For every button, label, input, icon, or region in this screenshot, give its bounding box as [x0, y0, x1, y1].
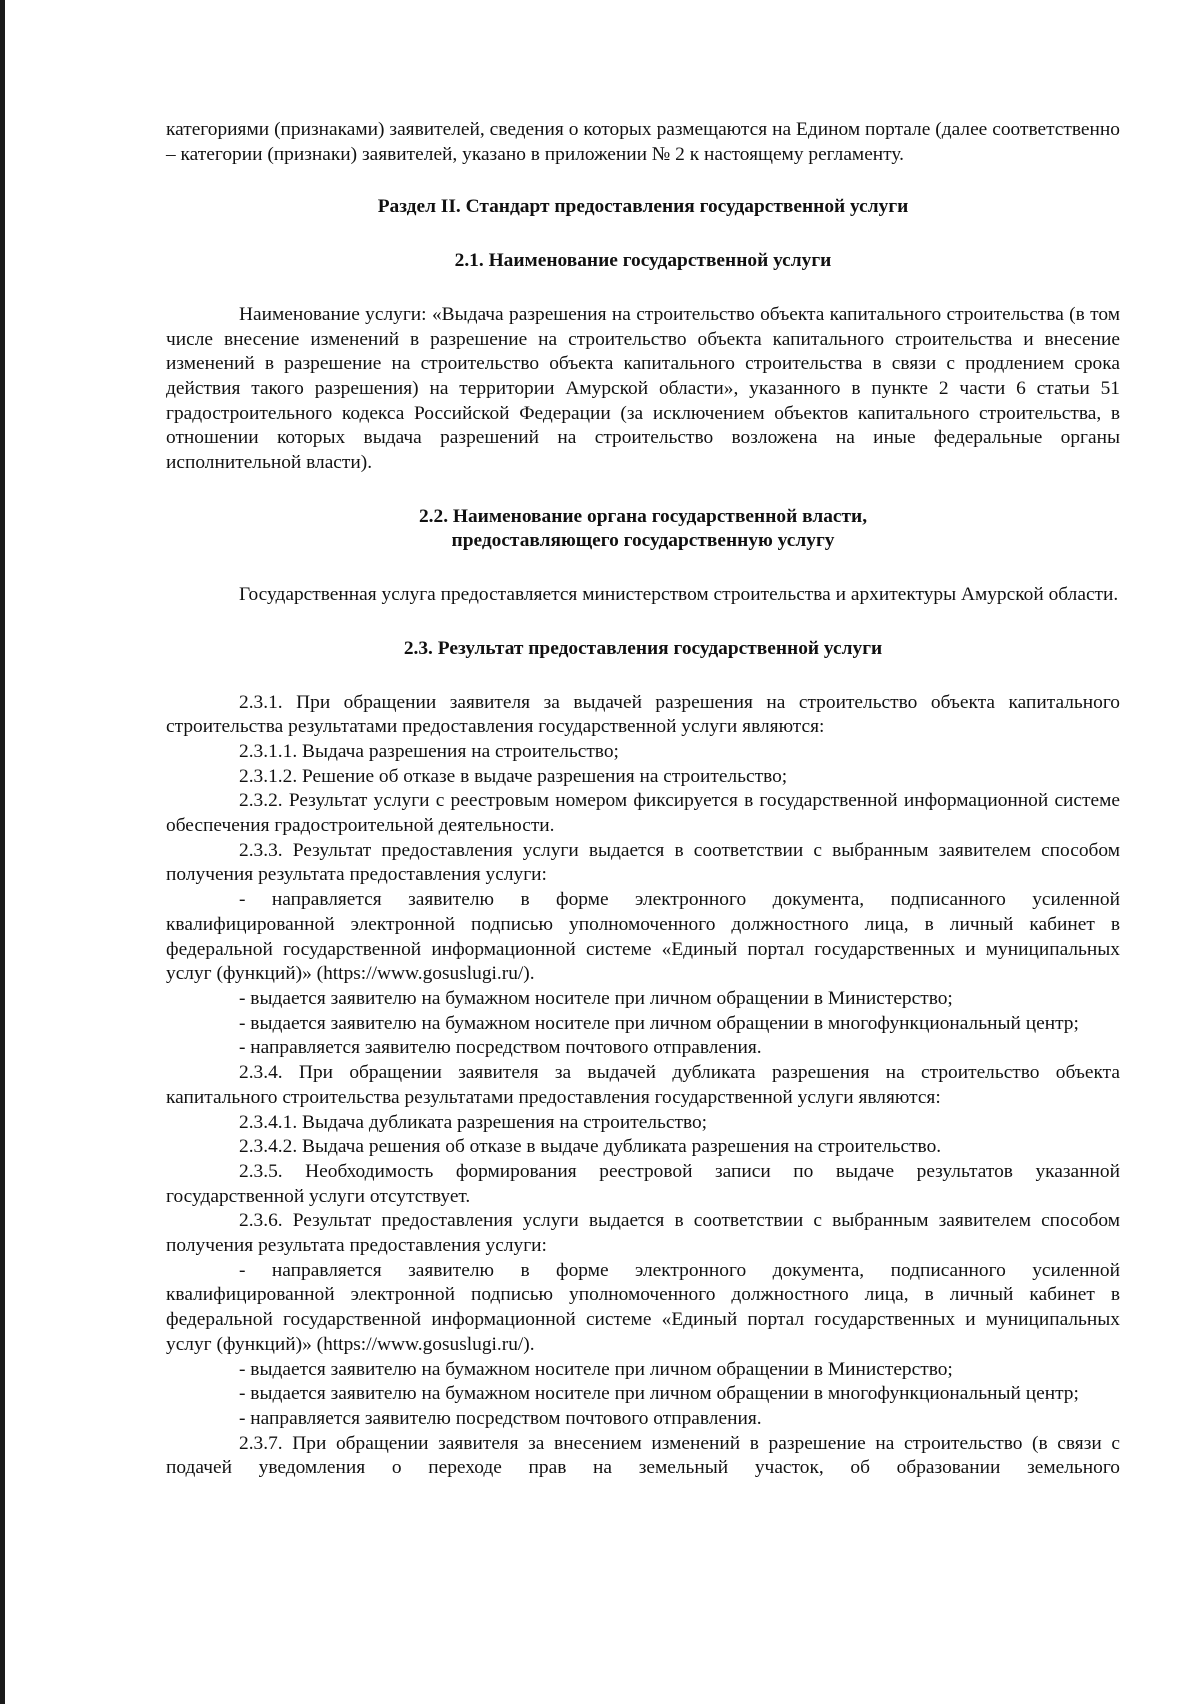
paragraph-2-3-7: 2.3.7. При обращении заявителя за внесением изменений в разрешение на строительство (в связи с подачей уведомления о переходе прав на земельный участок, об образовании земельного	[166, 1432, 1120, 1479]
subsection-2-3-title: 2.3. Результат предоставления государственной услуги	[403, 637, 883, 659]
subsection-2-2-text: Государственная услуга предоставляется министерством строительства и архитектуры Амурской области.	[239, 584, 1119, 606]
list-item-ministry-2: - выдается заявителю на бумажном носителе при личном обращении в Министерство;	[239, 1358, 953, 1380]
paragraph-2-3-1-1: 2.3.1.1. Выдача разрешения на строительство;	[239, 740, 619, 762]
paragraph-2-3-1: 2.3.1. При обращении заявителя за выдачей разрешения на строительство объекта капитального строительства результатами предоставления государственной услуги являются:	[166, 691, 1120, 738]
list-item-mfc: - выдается заявителю на бумажном носителе при личном обращении в многофункциональный центр;	[239, 1012, 1079, 1034]
scan-edge	[0, 0, 5, 1704]
subsection-2-1-title: 2.1. Наименование государственной услуги	[454, 250, 832, 272]
paragraph-2-3-4: 2.3.4. При обращении заявителя за выдачей дубликата разрешения на строительство объекта капитального строительства результатами предоставления государственной услуги являются:	[166, 1062, 1120, 1108]
paragraph-2-3-5: 2.3.5. Необходимость формирования реестровой записи по выдаче результатов указанной государственной услуги отсутствует.	[166, 1160, 1120, 1207]
paragraph-2-3-3: 2.3.3. Результат предоставления услуги выдается в соответствии с выбранным заявителем способом получения результата предоставления услуги:	[166, 839, 1120, 886]
paragraph-2-3-2: 2.3.2. Результат услуги с реестровым номером фиксируется в государственной информационной системе обеспечения градостроительной деятельности.	[166, 790, 1120, 837]
paragraph-2-3-4-2: 2.3.4.2. Выдача решения об отказе в выдаче дубликата разрешения на строительство.	[239, 1136, 942, 1158]
document-page	[166, 118, 1120, 1481]
subsection-2-1-text: Наименование услуги: «Выдача разрешения на строительство объекта капитального строительства (в том числе внесение изменений в разрешение на строительство объекта капитального строительства и внесение изменений в разрешение на строительство объекта капитального строительства в связи с продлением срока действия такого разрешения) на территории Амурской области», указанного в пункте 2 части 6 статьи 51 градостроительного кодекса Российской Федерации (за исключением объектов капитального строительства, в отношении которых выдача разрешений на строительство возложена на иные федеральные органы исполнительной власти).	[166, 303, 1120, 474]
section-title: Раздел II. Стандарт предоставления государственной услуги	[377, 196, 909, 218]
paragraph-2-3-1-2: 2.3.1.2. Решение об отказе в выдаче разрешения на строительство;	[239, 765, 788, 787]
list-item-mfc-2: - выдается заявителю на бумажном носителе при личном обращении в многофункциональный центр;	[239, 1383, 1079, 1405]
list-item-post-2: - направляется заявителю посредством почтового отправления.	[239, 1407, 762, 1429]
subsection-2-2-title-line1: 2.2. Наименование органа государственной власти,	[418, 505, 868, 527]
paragraph-2-3-4-1: 2.3.4.1. Выдача дубликата разрешения на строительство;	[239, 1111, 708, 1133]
list-item-ministry: - выдается заявителю на бумажном носителе при личном обращении в Министерство;	[239, 987, 953, 1009]
subsection-2-2-title-line2: предоставляющего государственную услугу	[451, 530, 835, 552]
list-item-post: - направляется заявителю посредством почтового отправления.	[239, 1037, 762, 1059]
list-item-electronic-2: - направляется заявителю в форме электронного документа, подписанного усиленной квалифицированной электронной подписью уполномоченного должностного лица, в личный кабинет в федеральной государственной информационной системе «Единый портал государственных и муниципальных услуг (функций)» (https://www.gosuslugi.ru/).	[166, 1259, 1120, 1355]
list-item-electronic: - направляется заявителю в форме электронного документа, подписанного усиленной квалифицированной электронной подписью уполномоченного должностного лица, в личный кабинет в федеральной государственной информационной системе «Единый портал государственных и муниципальных услуг (функций)» (https://www.gosuslugi.ru/).	[166, 889, 1120, 985]
paragraph-2-3-6: 2.3.6. Результат предоставления услуги выдается в соответствии с выбранным заявителем способом получения результата предоставления услуги:	[166, 1210, 1120, 1257]
intro-paragraph: категориями (признаками) заявителей, сведения о которых размещаются на Едином портале (далее соответственно – категории (признаки) заявителей, указано в приложении № 2 к настоящему регламенту.	[166, 119, 1120, 165]
